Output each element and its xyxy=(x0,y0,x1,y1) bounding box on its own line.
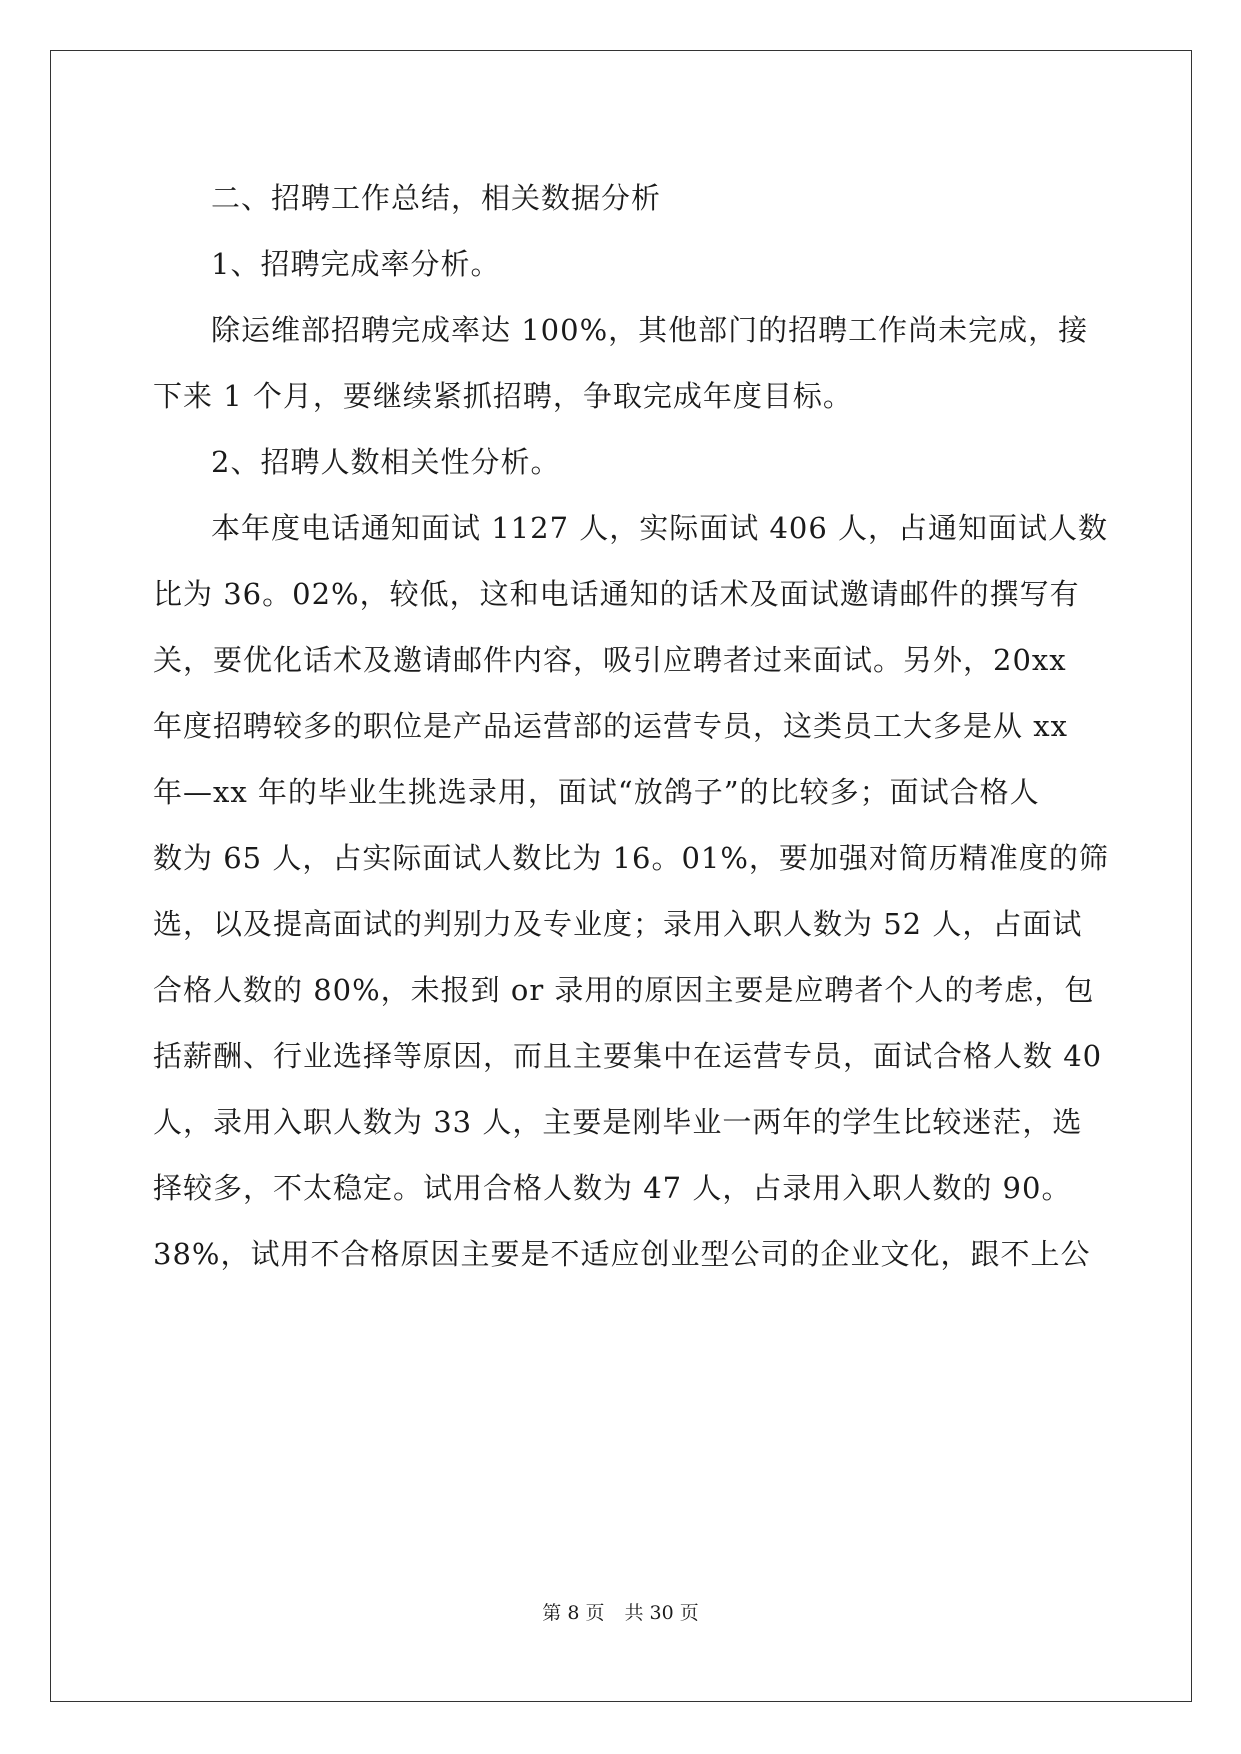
paragraph-line: 除运维部招聘完成率达 100%，其他部门的招聘工作尚未完成，接 xyxy=(211,313,1089,347)
paragraph-line: 年度招聘较多的职位是产品运营部的运营专员，这类员工大多是从 xx xyxy=(153,709,1068,743)
page-number: 第 8 页 xyxy=(542,1602,605,1624)
page-footer xyxy=(0,1598,1241,1625)
paragraph-line: 选，以及提高面试的判别力及专业度；录用入职人数为 52 人，占面试 xyxy=(153,907,1083,941)
paragraph-line: 年—xx 年的毕业生挑选录用，面试“放鸽子”的比较多；面试合格人 xyxy=(153,775,1040,809)
paragraph-line: 比为 36。02%，较低，这和电话通知的话术及面试邀请邮件的撰写有 xyxy=(153,577,1080,611)
section-heading: 二、招聘工作总结，相关数据分析 xyxy=(211,181,662,215)
document-body xyxy=(153,165,1109,1287)
paragraph-line: 括薪酬、行业选择等原因，而且主要集中在运营专员，面试合格人数 40 xyxy=(153,1039,1103,1073)
paragraph-line: 数为 65 人，占实际面试人数比为 16。01%，要加强对简历精准度的筛 xyxy=(153,841,1109,875)
paragraph-line: 下来 1 个月，要继续紧抓招聘，争取完成年度目标。 xyxy=(153,379,853,413)
paragraph-line: 合格人数的 80%，未报到 or 录用的原因主要是应聘者个人的考虑，包 xyxy=(153,973,1095,1007)
paragraph-line: 关，要优化话术及邀请邮件内容，吸引应聘者过来面试。另外，20xx xyxy=(153,643,1067,677)
subsection-heading: 2、招聘人数相关性分析。 xyxy=(211,445,561,479)
paragraph-line: 38%，试用不合格原因主要是不适应创业型公司的企业文化，跟不上公 xyxy=(153,1237,1091,1271)
page-total: 共 30 页 xyxy=(624,1602,699,1624)
paragraph-line: 本年度电话通知面试 1127 人，实际面试 406 人，占通知面试人数 xyxy=(211,511,1109,545)
subsection-heading: 1、招聘完成率分析。 xyxy=(211,247,501,281)
paragraph-line: 人，录用入职人数为 33 人，主要是刚毕业一两年的学生比较迷茫，选 xyxy=(153,1105,1083,1139)
paragraph-line: 择较多，不太稳定。试用合格人数为 47 人，占录用入职人数的 90。 xyxy=(153,1171,1072,1205)
